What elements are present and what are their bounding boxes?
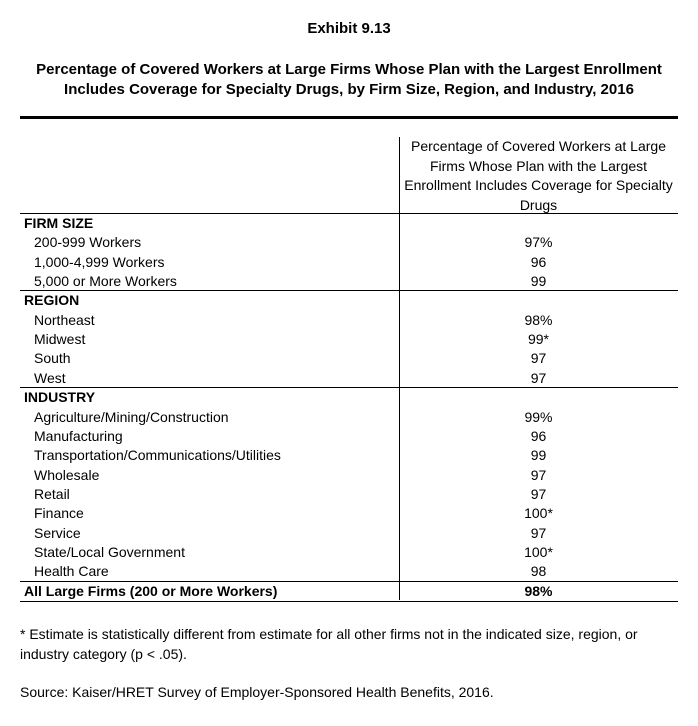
- row-label: 200-999 Workers: [34, 234, 142, 251]
- section-header-row: [20, 214, 678, 233]
- row-label: Transportation/Communications/Utilities: [34, 447, 281, 464]
- table-row: [20, 524, 678, 543]
- table-row: [20, 543, 678, 562]
- row-value: 99: [530, 447, 547, 464]
- table-row: [20, 233, 678, 252]
- row-label: Service: [34, 524, 81, 541]
- row-label: Health Care: [34, 563, 109, 580]
- row-value: 99: [530, 273, 547, 290]
- row-value: 97: [530, 466, 547, 483]
- total-row: [20, 582, 678, 601]
- top-rule: [20, 116, 678, 119]
- row-value: 98%: [524, 311, 553, 328]
- table-row: [20, 253, 678, 272]
- row-label: Retail: [34, 485, 70, 502]
- table-row: [20, 446, 678, 465]
- table-title: Percentage of Covered Workers at Large Firms Whose Plan with the Largest Enrollment Includes Coverage for Specialty Drugs, by Firm Size, Region, and Industry, 2016: [36, 61, 662, 98]
- table-row: [20, 562, 678, 581]
- row-label: Wholesale: [34, 466, 100, 483]
- footnote: * Estimate is statistically different from estimate for all other firms not in the indicated size, region, or industry category (p < .05).: [20, 626, 638, 662]
- row-value: 98: [530, 563, 547, 580]
- exhibit-label: Exhibit 9.13: [307, 20, 391, 37]
- table-row: [20, 427, 678, 446]
- table-row: [20, 466, 678, 485]
- table-row: [20, 349, 678, 368]
- column-header: Percentage of Covered Workers at Large Firms Whose Plan with the Largest Enrollment Includes Coverage for Specialty Drugs: [404, 138, 673, 213]
- table-row: [20, 485, 678, 504]
- row-label: Northeast: [34, 311, 95, 328]
- row-label: FIRM SIZE: [24, 215, 94, 231]
- source-note: Source: Kaiser/HRET Survey of Employer-Sponsored Health Benefits, 2016.: [20, 684, 494, 700]
- table-row: [20, 369, 678, 388]
- section-header-row: [20, 388, 678, 407]
- table-row: [20, 504, 678, 523]
- row-value: 97%: [524, 234, 553, 251]
- row-value: 97: [530, 350, 547, 367]
- row-value: 99*: [527, 331, 550, 348]
- row-value: 100*: [524, 505, 553, 522]
- section-header-row: [20, 291, 678, 310]
- row-value: 96: [530, 427, 547, 444]
- row-label: West: [34, 369, 66, 386]
- table-row: [20, 311, 678, 330]
- row-value: 100*: [524, 543, 553, 560]
- row-label: Manufacturing: [34, 427, 123, 444]
- row-value: 97: [530, 485, 547, 502]
- row-value: 97: [530, 369, 547, 386]
- row-label: Finance: [34, 505, 84, 522]
- table-row: [20, 272, 678, 291]
- row-label: 1,000-4,999 Workers: [34, 253, 165, 270]
- row-value: 96: [530, 253, 547, 270]
- row-label: INDUSTRY: [24, 389, 96, 406]
- row-label: Midwest: [34, 331, 86, 348]
- row-value: 98%: [524, 582, 553, 599]
- row-label: Agriculture/Mining/Construction: [34, 408, 229, 425]
- row-value: 97: [530, 524, 547, 541]
- row-value: 99%: [524, 408, 553, 425]
- row-label: 5,000 or More Workers: [34, 273, 177, 290]
- row-label: All Large Firms (200 or More Workers): [24, 582, 278, 599]
- bottom-rule: [20, 601, 678, 602]
- table-row: [20, 408, 678, 427]
- row-label: South: [34, 350, 71, 367]
- row-label: State/Local Government: [34, 543, 185, 560]
- row-label: REGION: [24, 292, 80, 309]
- table-row: [20, 330, 678, 349]
